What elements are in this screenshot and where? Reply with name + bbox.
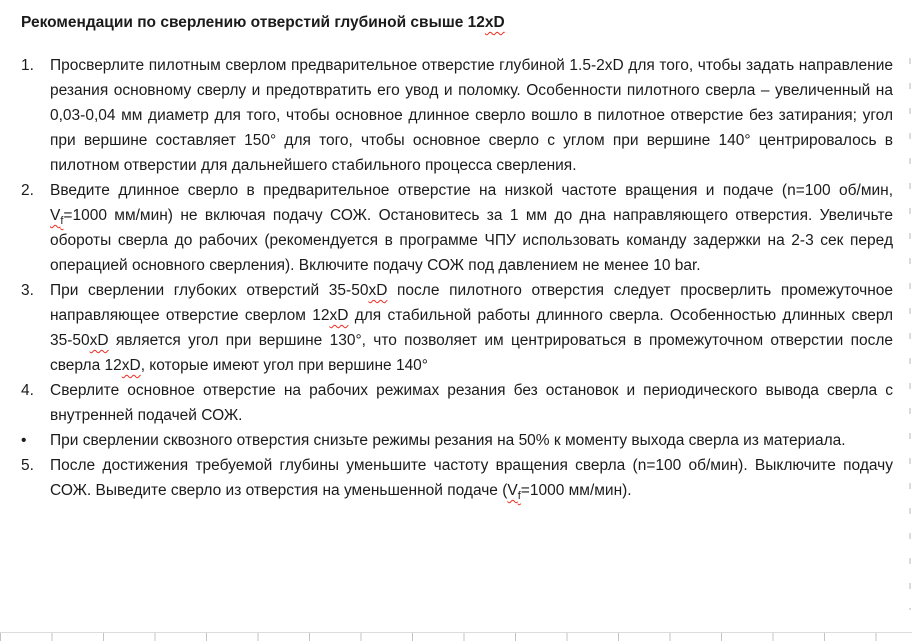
text-segment: =1000 мм/мин). bbox=[520, 482, 632, 499]
list-item-text bbox=[50, 278, 893, 378]
list-item-number: 5. bbox=[21, 457, 34, 474]
misspelled-text: f bbox=[517, 490, 521, 503]
list-item-text bbox=[50, 428, 893, 453]
list-item-number: 2. bbox=[21, 182, 34, 199]
misspelled-text: xD bbox=[368, 282, 388, 299]
list-item-number: 3. bbox=[21, 282, 34, 299]
text-segment: При сверлении сквозного отверстия снизьте режимы резания на 50% к моменту выхода сверла из материала. bbox=[50, 432, 846, 449]
text-segment: Введите длинное сверло в предварительное отверстие на низкой частоте вращения и подаче (n=100 об/мин, bbox=[50, 182, 893, 199]
list-item-text bbox=[50, 453, 893, 503]
text-segment: после пилотного отверстия следует просверлить промежуточное направляющее отверстие сверлом 12 bbox=[50, 282, 893, 324]
list-item-text bbox=[50, 178, 893, 278]
misspelled-text: V bbox=[507, 482, 518, 499]
list-item bbox=[21, 428, 893, 453]
text-segment: При сверлении глубоких отверстий 35-50 bbox=[50, 282, 369, 299]
text-segment: Сверлите основное отверстие на рабочих режимах резания без остановок и периодического вывода сверла с внутренней подачей СОЖ. bbox=[50, 382, 893, 424]
misspelled-text: V bbox=[50, 207, 61, 224]
text-segment: =1000 мм/мин) не включая подачу СОЖ. Остановитесь за 1 мм до дна направляющего отверстия. Увеличьте обороты сверла до рабочих (рекомендуется в программе ЧПУ использовать команду задержки на 2-3 сек перед операцией основного сверления). Включите подачу СОЖ под давлением не менее 10 bar. bbox=[50, 207, 893, 274]
list-item bbox=[21, 453, 893, 503]
text-segment: Рекомендации по сверлению отверстий глубиной свыше 12 bbox=[21, 14, 485, 31]
text-segment: является угол при вершине 130°, что позволяет им центрироваться в промежуточном отверстии после сверла 12 bbox=[50, 332, 893, 374]
text-segment: , которые имеют угол при вершине 140° bbox=[140, 357, 429, 374]
text-segment: После достижения требуемой глубины уменьшите частоту вращения сверла (n=100 об/мин). Выключите подачу СОЖ. Выведите сверло из отверстия на уменьшенной подаче ( bbox=[50, 457, 893, 499]
misspelled-text: xD bbox=[484, 14, 505, 31]
table-top-border bbox=[0, 632, 912, 641]
document-content bbox=[21, 11, 893, 503]
list-item bbox=[21, 178, 893, 278]
document-title bbox=[21, 11, 893, 35]
list-item bbox=[21, 53, 893, 178]
misspelled-text: xD bbox=[329, 307, 349, 324]
list-item-bullet: • bbox=[21, 432, 27, 449]
list-item-number: 4. bbox=[21, 382, 34, 399]
recommendations-list bbox=[21, 53, 893, 503]
list-item-text bbox=[50, 378, 893, 428]
list-item bbox=[21, 278, 893, 378]
list-item-number: 1. bbox=[21, 57, 34, 74]
misspelled-text: xD bbox=[121, 357, 141, 374]
misspelled-text: xD bbox=[89, 332, 109, 349]
text-segment: для стабильной работы длинного сверла. Особенностью длинных сверл 35-50 bbox=[50, 307, 894, 349]
misspelled-text: f bbox=[60, 215, 64, 228]
list-item-text bbox=[50, 53, 893, 178]
list-item bbox=[21, 378, 893, 428]
page-edge-marks bbox=[909, 58, 911, 610]
text-segment: Просверлите пилотным сверлом предварительное отверстие глубиной 1.5-2xD для того, чтобы задать направление резания основному сверлу и предотвратить его увод и поломку. Особенности пилотного сверла – увеличенный на 0,03-0,04 мм диаметр для того, чтобы основное длинное сверло вошло в пилотное отверстие без затирания; угол при вершине составляет 150° для того, чтобы основное сверло с углом при вершине 140° центрировалось в пилотном отверстии для дальнейшего стабильного процесса сверления. bbox=[50, 57, 893, 174]
